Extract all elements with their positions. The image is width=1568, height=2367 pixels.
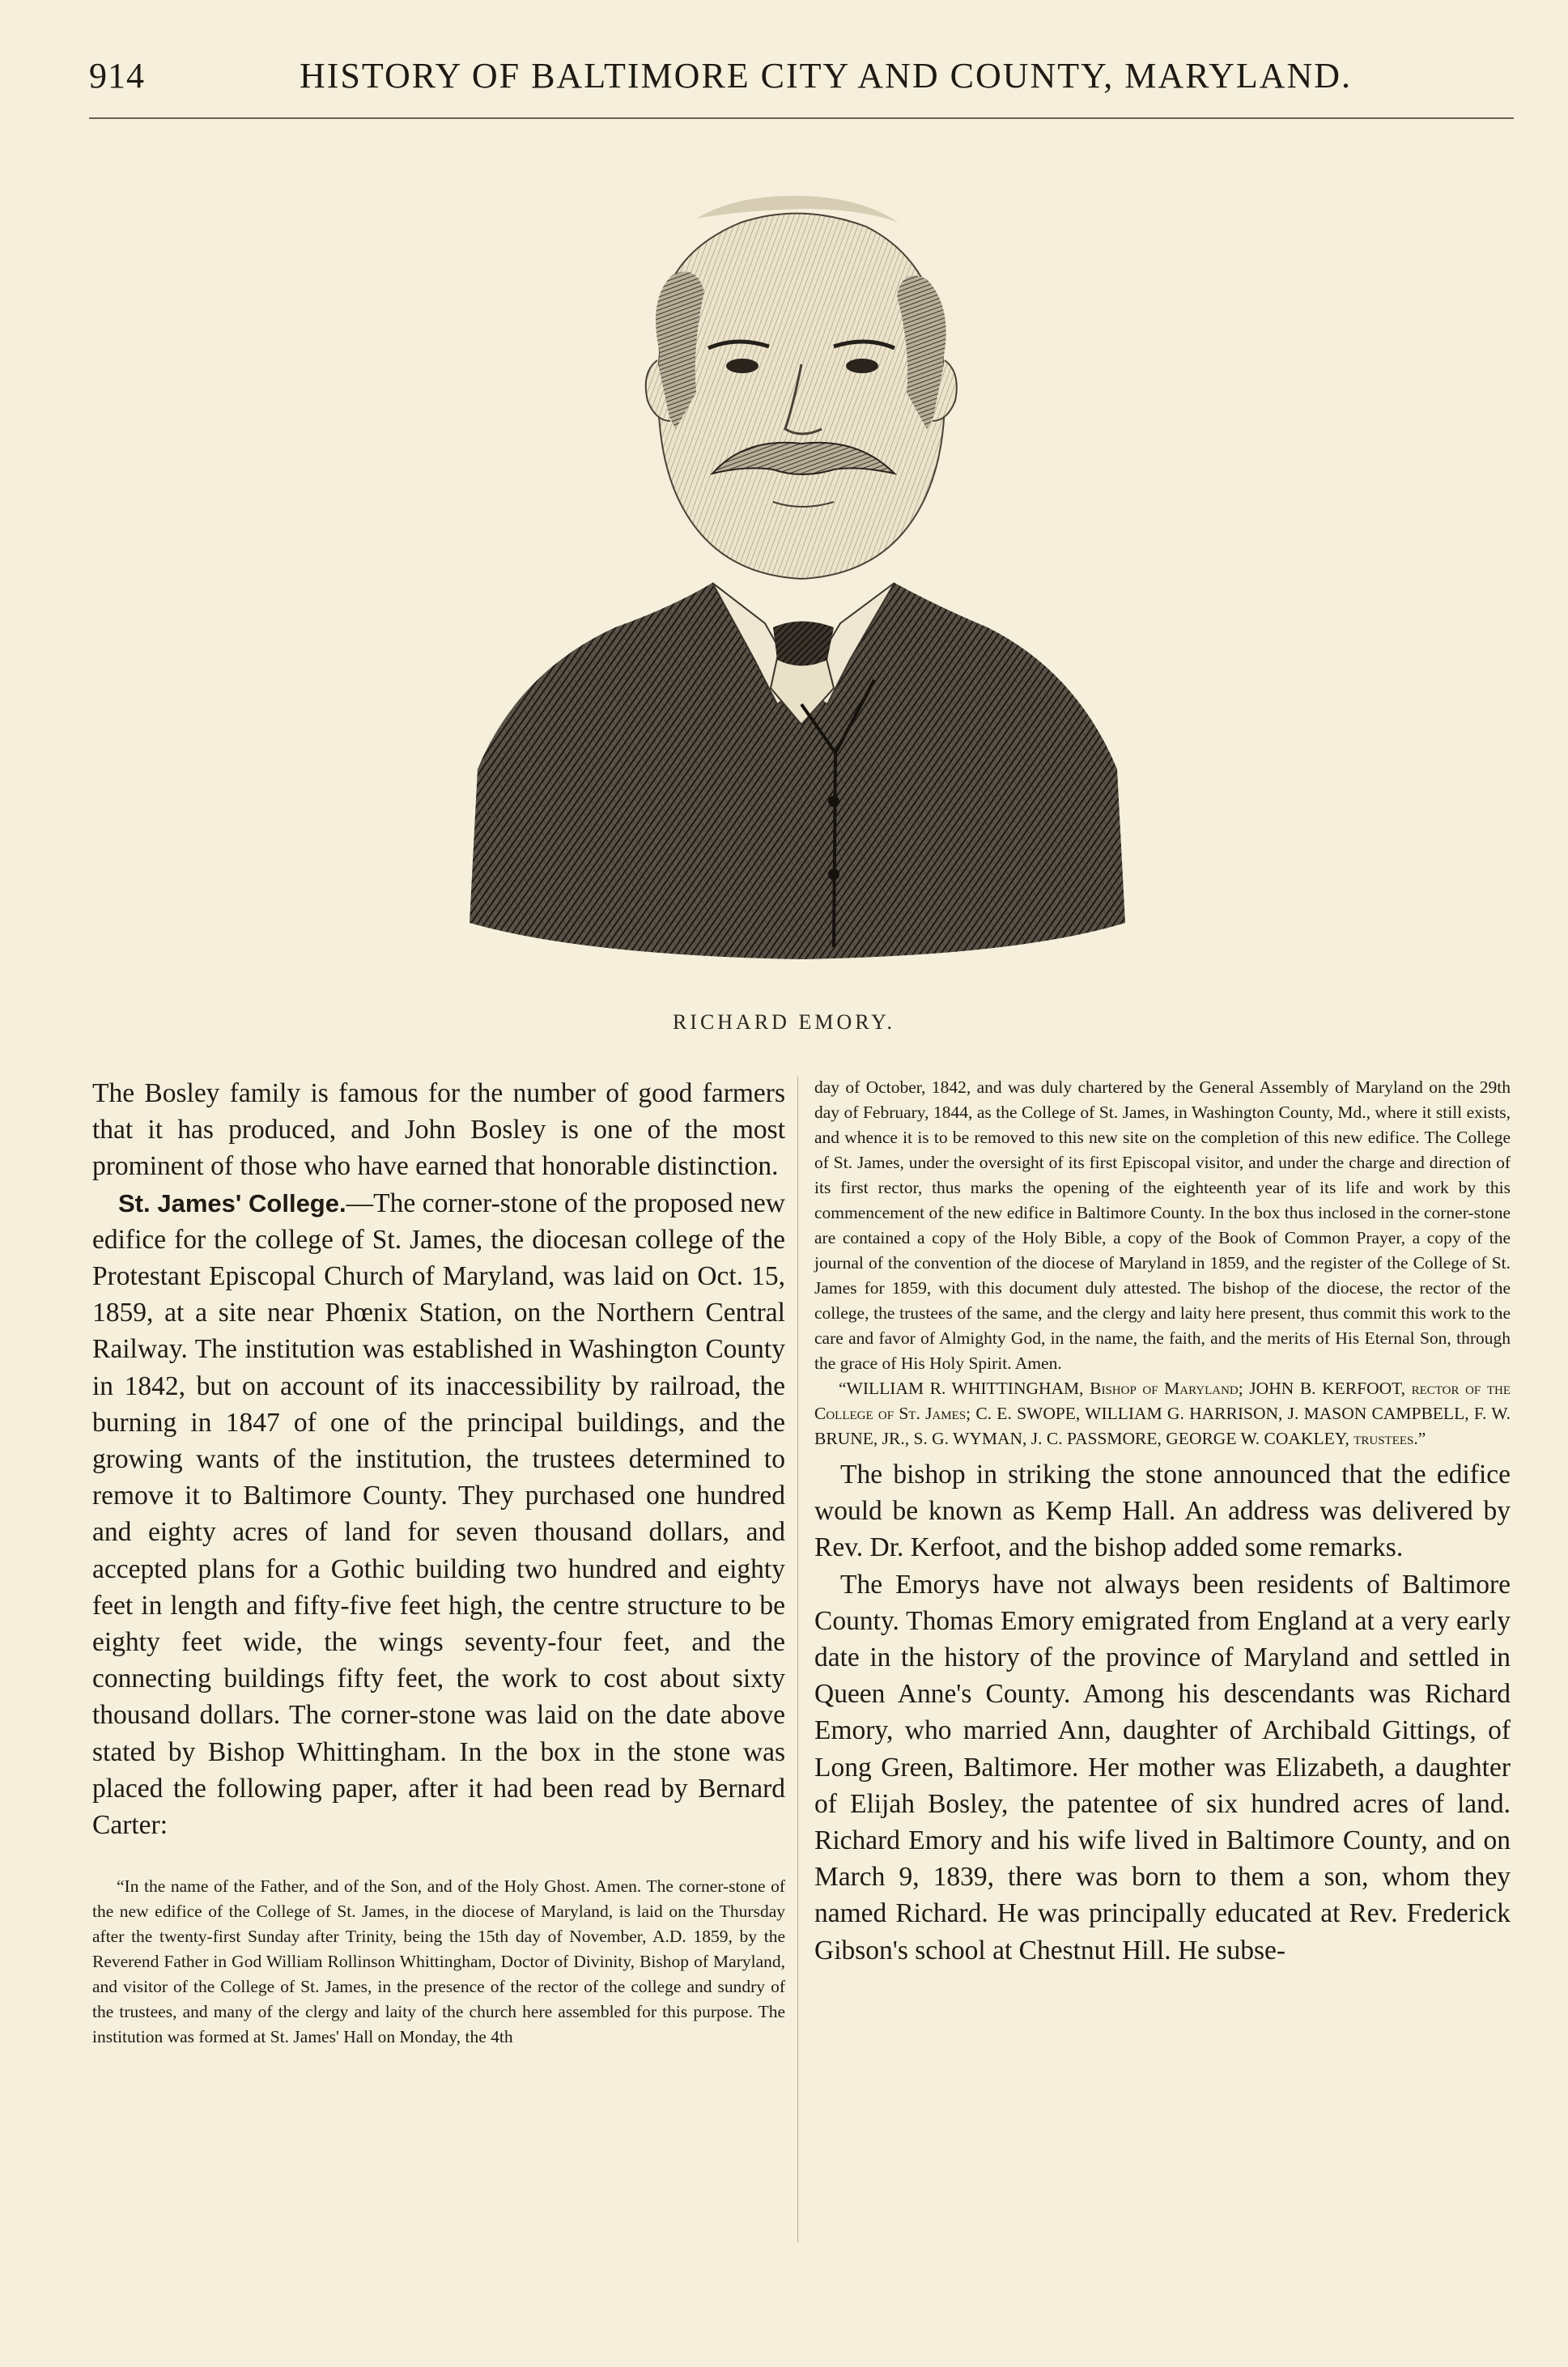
- paragraph-st-james-body: —The corner-stone of the proposed new edifice for the college of St. James, the diocesan college of the Protestant Episcopal Church of Maryland, was laid on Oct. 15, 1859, at a site near Phœnix Station, on the Northern Central Railway. The institution was established in Washington County in 1842, but on account of its inaccessibility by railroad, the burning in 1847 of one of the principal buildings, and the growing wants of the institution, the trustees determined to remove it to Baltimore County. They purchased one hundred and eighty acres of land for seven thousand dollars, and accepted plans for a Gothic building two hundred and eighty feet in length and fifty-five feet high, the centre structure to be eighty feet wide, the wings seventy-four feet, and the connecting buildings fifty feet, the work to cost about sixty thousand dollars. The corner-stone was laid on the date above stated by Bishop Whittingham. In the box in the stone was placed the following paper, after it had been read by Bernard Carter:: [92, 1188, 785, 1841]
- cornerstone-signatures: “WILLIAM R. WHITTINGHAM, Bishop of Maryland; JOHN B. KERFOOT, rector of the College of St. James; C. E. SWOPE, WILLIAM G. HARRISON, J. MASON CAMPBELL, F. W. BRUNE, JR., S. G. WYMAN, J. C. PASSMORE, GEORGE W. COAKLEY, trustees.”: [814, 1379, 1511, 1448]
- column-divider: [797, 1077, 798, 2242]
- section-heading-st-james-college: St. James' College.: [118, 1188, 346, 1217]
- running-title: HISTORY OF BALTIMORE CITY AND COUNTY, MARYLAND.: [300, 56, 1353, 96]
- header-rule: [89, 117, 1514, 119]
- cornerstone-quote-continued: day of October, 1842, and was duly chartered by the General Assembly of Maryland on the 29th day of February, 1844, as the College of St. James, in Washington County, Md., where it still exists, and whence it is to be removed to this new site on the completion of this new edifice. The College of St. James, under the oversight of its first Episcopal visitor, and under the charge and direction of its first rector, thus marks the opening of the eighteenth year of its life and work by this commencement of the new edifice in Baltimore County. In the box thus inclosed in the corner-stone are contained a copy of the Holy Bible, a copy of the Book of Common Prayer, a copy of the journal of the convention of the diocese of Maryland in 1859, and the register of the College of St. James for 1859, with this document duly attested. The bishop of the diocese, the rector of the college, the trustees of the same, and the clergy and laity here present, thus commit this work to the care and favor of Almighty God, in the name, the faith, and the merits of His Eternal Son, through the grace of His Holy Spirit. Amen.: [814, 1077, 1511, 1373]
- paragraph-bosley: The Bosley family is famous for the number of good farmers that it has produced, and John Bosley is one of the most prominent of those who have earned that honorable distinction.: [92, 1078, 785, 1182]
- portrait-engraving: [453, 186, 1149, 971]
- page-number: 914: [89, 56, 145, 96]
- portrait-caption: RICHARD EMORY.: [672, 1010, 896, 1034]
- right-column: [814, 1075, 1511, 1969]
- paragraph-emory-family: The Emorys have not always been residents of Baltimore County. Thomas Emory emigrated from England at a very early date in the history of the province of Maryland and settled in Queen Anne's County. Among his descendants was Richard Emory, who married Ann, daughter of Archibald Gittings, of Long Green, Baltimore. Her mother was Elizabeth, a daughter of Elijah Bosley, the patentee of six hundred acres of land. Richard Emory and his wife lived in Baltimore County, and on March 9, 1839, there was born to them a son, whom they named Richard. He was principally educated at Rev. Frederick Gibson's school at Chestnut Hill. He subse-: [814, 1569, 1511, 1965]
- page-header: [89, 49, 1514, 105]
- paragraph-kemp-hall: The bishop in striking the stone announced that the edifice would be known as Kemp Hall. An address was delivered by Rev. Dr. Kerfoot, and the bishop added some remarks.: [814, 1460, 1511, 1563]
- cornerstone-quote-start: “In the name of the Father, and of the Son, and of the Holy Ghost. Amen. The corner-stone of the new edifice of the College of St. James, in the diocese of Maryland, is laid on the Thursday after the twenty-first Sunday after Trinity, being the 15th day of November, A.D. 1859, by the Reverend Father in God William Rollinson Whittingham, Doctor of Divinity, Bishop of Maryland, and visitor of the College of St. James, in the presence of the rector of the college and sundry of the trustees, and many of the clergy and laity of the church here assembled for this purpose. The institution was formed at St. James' Hall on Monday, the 4th: [92, 1876, 785, 2047]
- left-column: [92, 1075, 785, 2050]
- paragraph-st-james-college: [92, 1185, 785, 1844]
